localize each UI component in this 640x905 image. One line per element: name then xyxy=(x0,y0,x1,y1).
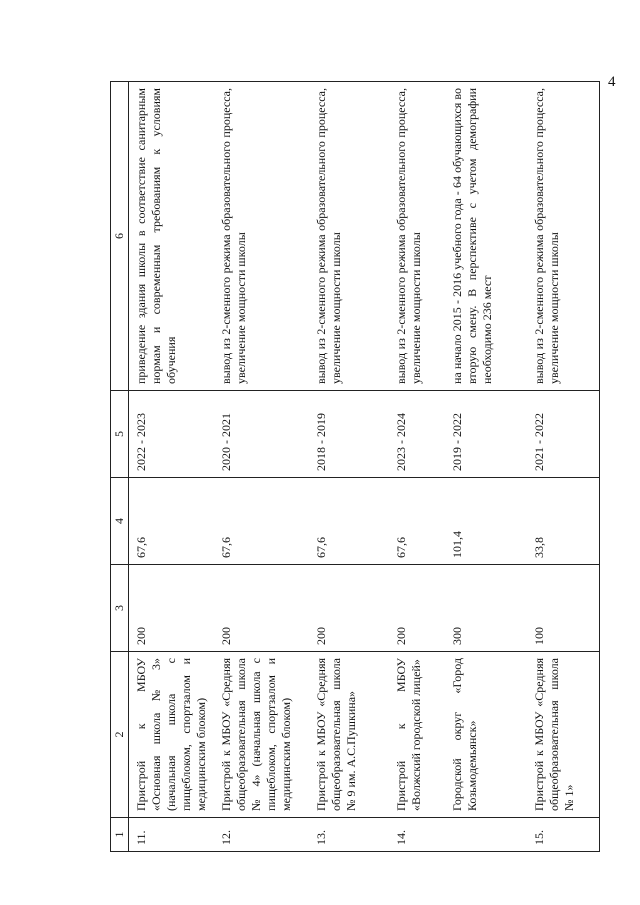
header-cell: 2 xyxy=(111,652,129,818)
table-row xyxy=(389,82,445,852)
object-name: Пристрой к МБОУ «Средняя общеобразовательная школа № 1» xyxy=(527,652,600,818)
area: 67,6 xyxy=(214,478,309,565)
places: 200 xyxy=(129,565,215,652)
object-name: Городской округ «Город Козьмодемьянск» xyxy=(445,652,527,818)
page-number: 4 xyxy=(608,74,616,90)
places: 200 xyxy=(389,565,445,652)
years: 2023 - 2024 xyxy=(389,391,445,478)
places: 200 xyxy=(309,565,389,652)
header-cell: 5 xyxy=(111,391,129,478)
row-number: 12. xyxy=(214,818,309,852)
years: 2019 - 2022 xyxy=(445,391,527,478)
table-row xyxy=(527,82,600,852)
area: 67,6 xyxy=(389,478,445,565)
object-name: Пристрой к МБОУ «Основная школа № 3» (начальная школа с пищеблоком, спортзалом и медицинским блоком) xyxy=(129,652,215,818)
table-row xyxy=(445,82,527,852)
table-row xyxy=(214,82,309,852)
table-row xyxy=(309,82,389,852)
object-name: Пристрой к МБОУ «Средняя общеобразовательная школа № 9 им. А.С.Пушкина» xyxy=(309,652,389,818)
area: 67,6 xyxy=(129,478,215,565)
header-cell: 1 xyxy=(111,818,129,852)
table-row xyxy=(129,82,215,852)
rotated-table-container xyxy=(110,82,610,852)
row-number: 11. xyxy=(129,818,215,852)
schools-table xyxy=(110,81,600,852)
header-row xyxy=(111,82,129,852)
area: 33,8 xyxy=(527,478,600,565)
years: 2018 - 2019 xyxy=(309,391,389,478)
justification: на начало 2015 - 2016 учебного года - 64 обучающихся во вторую смену. В перспективе с учетом демографии необходимо 236 мест xyxy=(445,82,527,391)
header-cell: 6 xyxy=(111,82,129,391)
object-name: Пристрой к МБОУ «Средняя общеобразовательная школа № 4» (начальная школа с пищеблоком, спортзалом и медицинским блоком) xyxy=(214,652,309,818)
area: 101,4 xyxy=(445,478,527,565)
object-name: Пристрой к МБОУ «Волжский городской лицей» xyxy=(389,652,445,818)
row-number: 15. xyxy=(527,818,600,852)
justification: вывод из 2-сменного режима образовательного процесса, увеличение мощности школы xyxy=(527,82,600,391)
header-cell: 4 xyxy=(111,478,129,565)
justification: вывод из 2-сменного режима образовательного процесса, увеличение мощности школы xyxy=(389,82,445,391)
row-number: 13. xyxy=(309,818,389,852)
justification: вывод из 2-сменного режима образовательного процесса, увеличение мощности школы xyxy=(214,82,309,391)
years: 2020 - 2021 xyxy=(214,391,309,478)
years: 2022 - 2023 xyxy=(129,391,215,478)
places: 100 xyxy=(527,565,600,652)
places: 300 xyxy=(445,565,527,652)
row-number xyxy=(445,818,527,852)
justification: вывод из 2-сменного режима образовательного процесса, увеличение мощности школы xyxy=(309,82,389,391)
places: 200 xyxy=(214,565,309,652)
header-cell: 3 xyxy=(111,565,129,652)
justification: приведение здания школы в соответствие санитарным нормам и современным требованиям к условиям обучения xyxy=(129,82,215,391)
years: 2021 - 2022 xyxy=(527,391,600,478)
row-number: 14. xyxy=(389,818,445,852)
area: 67,6 xyxy=(309,478,389,565)
